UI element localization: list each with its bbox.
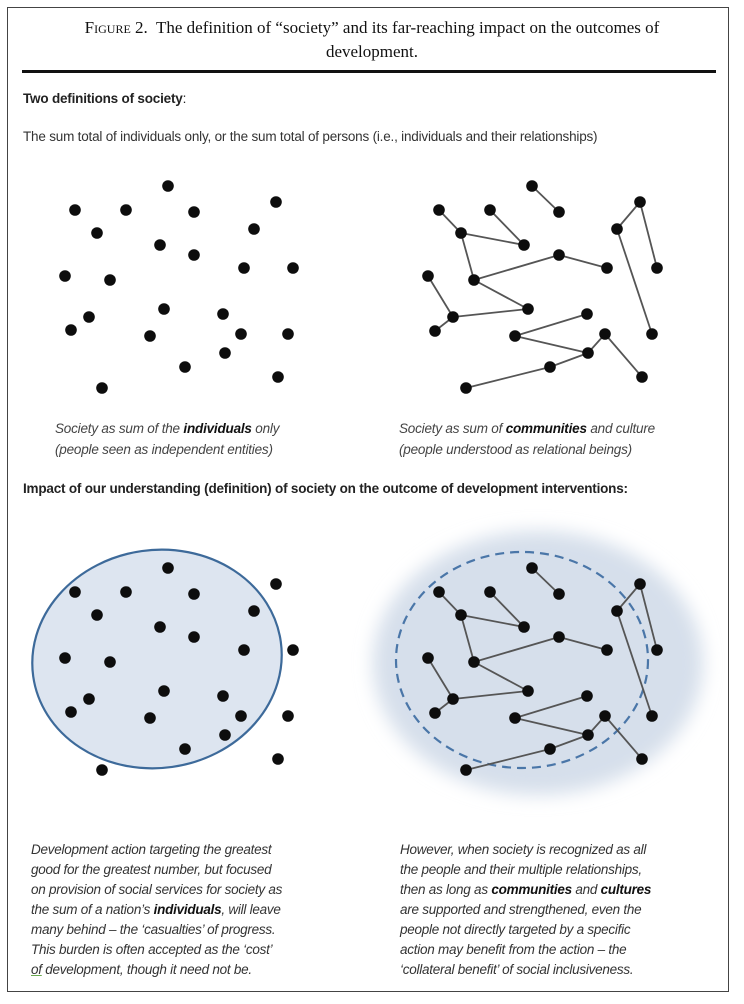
- network-node-lower: [611, 605, 623, 617]
- caption-communities-line1: [399, 418, 655, 439]
- individual-dot-lower: [272, 753, 284, 765]
- paragraph-line: are supported and strengthened, even the: [400, 902, 642, 917]
- spellcheck-underlined-word: of: [31, 962, 42, 977]
- network-node-lower: [522, 685, 534, 697]
- network-node: [433, 204, 445, 216]
- individual-dot: [144, 330, 156, 342]
- community-halo: [373, 531, 703, 795]
- network-node-lower: [455, 609, 467, 621]
- caption-text: Society as sum of: [399, 421, 506, 436]
- network-node: [468, 274, 480, 286]
- paragraph-text: and: [571, 882, 601, 897]
- paragraph-line: good for the greatest number, but focused: [31, 862, 272, 877]
- network-node: [509, 330, 521, 342]
- relationship-edge: [474, 280, 528, 309]
- individual-dot-lower: [69, 586, 81, 598]
- definitions-subtitle: The sum total of individuals only, or the sum total of persons (i.e., individuals and their relationships): [23, 129, 598, 144]
- individual-dot: [217, 308, 229, 320]
- paragraph-text: then as long as: [400, 882, 492, 897]
- network-node-lower: [468, 656, 480, 668]
- network-node: [526, 180, 538, 192]
- paragraph-emphasis: individuals: [153, 902, 222, 917]
- paragraph-emphasis: cultures: [600, 882, 652, 897]
- network-node-lower: [433, 586, 445, 598]
- network-node-lower: [460, 764, 472, 776]
- network-node-lower: [646, 710, 658, 722]
- individual-dot-lower: [83, 693, 95, 705]
- figure-title-line1: The definition of “society” and its far-reaching impact on the outcomes of: [155, 18, 660, 37]
- individual-dot-lower: [219, 729, 231, 741]
- community-halo-ellipse: [373, 531, 703, 795]
- section-heading-impact: Impact of our understanding (definition) of society on the outcome of development interventions:: [23, 481, 628, 496]
- paragraph-line: on provision of social services for society as: [31, 882, 283, 897]
- network-node-lower: [553, 631, 565, 643]
- network-node: [601, 262, 613, 274]
- caption-emphasis: communities: [505, 421, 587, 436]
- individual-dot: [179, 361, 191, 373]
- individual-dot: [65, 324, 77, 336]
- relationship-edge: [640, 202, 657, 268]
- individual-dot: [219, 347, 231, 359]
- individual-dot-lower: [158, 685, 170, 697]
- network-node: [429, 325, 441, 337]
- network-node: [581, 308, 593, 320]
- network-node: [460, 382, 472, 394]
- paragraph-line: action may benefit from the action – the: [400, 942, 627, 957]
- network-node: [522, 303, 534, 315]
- individual-dot: [154, 239, 166, 251]
- network-node: [636, 371, 648, 383]
- paragraph-community-approach: [400, 840, 651, 980]
- network-node-lower: [636, 753, 648, 765]
- individual-dot: [83, 311, 95, 323]
- paragraph-line: many behind – the ‘casualties’ of progress.: [31, 922, 276, 937]
- individual-dot: [162, 180, 174, 192]
- relationship-edge: [605, 334, 642, 377]
- network-node: [447, 311, 459, 323]
- individual-dot-lower: [270, 578, 282, 590]
- network-node: [484, 204, 496, 216]
- caption-text: only: [251, 421, 280, 436]
- network-node-lower: [651, 644, 663, 656]
- individual-dot-lower: [282, 710, 294, 722]
- network-node-lower: [429, 707, 441, 719]
- individual-dot: [238, 262, 250, 274]
- network-node-lower: [599, 710, 611, 722]
- caption-individuals: [55, 418, 279, 460]
- relationship-edge: [515, 314, 587, 336]
- paragraph-line: people not directly targeted by a specific: [400, 922, 631, 937]
- network-node: [582, 347, 594, 359]
- individual-dot: [59, 270, 71, 282]
- individual-dot-lower: [217, 690, 229, 702]
- network-node-lower: [422, 652, 434, 664]
- individual-dot: [272, 371, 284, 383]
- individual-dot: [270, 196, 282, 208]
- individual-dot: [158, 303, 170, 315]
- network-node-lower: [526, 562, 538, 574]
- individual-dot-lower: [144, 712, 156, 724]
- paragraph-line: [31, 960, 282, 980]
- paragraph-individual-approach: [31, 840, 282, 980]
- individual-dot-lower: [235, 710, 247, 722]
- caption-text: Society as sum of the: [55, 421, 184, 436]
- paragraph-line: However, when society is recognized as all: [400, 842, 647, 857]
- caption-text: and culture: [586, 421, 655, 436]
- network-node: [634, 196, 646, 208]
- network-node: [553, 206, 565, 218]
- individual-dot: [188, 249, 200, 261]
- paragraph-text: development, though it need not be.: [41, 962, 252, 977]
- figure-label: Figure: [84, 18, 131, 37]
- relationship-edge: [453, 309, 528, 317]
- figure-number: 2.: [135, 18, 148, 37]
- network-node-lower: [634, 578, 646, 590]
- relationship-edge: [617, 229, 652, 334]
- individual-dot: [69, 204, 81, 216]
- individual-dot-lower: [120, 586, 132, 598]
- network-node: [553, 249, 565, 261]
- relationship-edge: [515, 336, 588, 353]
- individual-dot: [104, 274, 116, 286]
- individual-dot: [248, 223, 260, 235]
- network-node: [455, 227, 467, 239]
- relationship-edge: [559, 255, 607, 268]
- network-node: [518, 239, 530, 251]
- individual-dot: [91, 227, 103, 239]
- network-node-lower: [544, 743, 556, 755]
- paragraph-line: ‘collateral benefit’ of social inclusiveness.: [400, 962, 634, 977]
- figure-title-line2: development.: [325, 42, 419, 61]
- individual-dot-lower: [154, 621, 166, 633]
- relationship-edge: [461, 233, 474, 280]
- paragraph-line: [400, 880, 651, 900]
- individual-dot: [120, 204, 132, 216]
- individual-dot-lower: [162, 562, 174, 574]
- network-node-lower: [509, 712, 521, 724]
- network-node-lower: [582, 729, 594, 741]
- individual-dot-lower: [104, 656, 116, 668]
- individual-dot-lower: [248, 605, 260, 617]
- paragraph-line: the people and their multiple relationships,: [400, 862, 642, 877]
- network-node-lower: [581, 690, 593, 702]
- relationship-edge: [474, 255, 559, 280]
- individual-dot-lower: [287, 644, 299, 656]
- network-node: [544, 361, 556, 373]
- individual-dot-lower: [96, 764, 108, 776]
- individual-dot-lower: [179, 743, 191, 755]
- network-node-lower: [601, 644, 613, 656]
- caption-communities-line2: (people understood as relational beings): [399, 442, 632, 457]
- network-node: [422, 270, 434, 282]
- individual-dot: [188, 206, 200, 218]
- network-node: [646, 328, 658, 340]
- individual-dot: [282, 328, 294, 340]
- individual-dot: [235, 328, 247, 340]
- individual-dot-lower: [188, 588, 200, 600]
- caption-emphasis: individuals: [183, 421, 252, 436]
- section-heading-text: Two definitions of society: [23, 91, 183, 106]
- network-node-lower: [553, 588, 565, 600]
- individual-dot: [96, 382, 108, 394]
- paragraph-emphasis: communities: [491, 882, 572, 897]
- caption-communities: [399, 418, 655, 460]
- network-node-lower: [447, 693, 459, 705]
- individual-dot: [287, 262, 299, 274]
- paragraph-line: [31, 900, 282, 920]
- section-heading-colon: :: [182, 91, 187, 106]
- relationship-edge: [550, 353, 588, 367]
- individual-dot-lower: [91, 609, 103, 621]
- paragraph-text: the sum of a nation’s: [31, 902, 154, 917]
- paragraph-text: , will leave: [221, 902, 281, 917]
- individual-dot-lower: [238, 644, 250, 656]
- network-node: [599, 328, 611, 340]
- network-node-lower: [484, 586, 496, 598]
- network-node: [611, 223, 623, 235]
- network-node: [651, 262, 663, 274]
- caption-individuals-line2: (people seen as independent entities): [55, 442, 273, 457]
- individual-dot-lower: [65, 706, 77, 718]
- network-node-lower: [518, 621, 530, 633]
- relationship-edge: [466, 367, 550, 388]
- paragraph-line: Development action targeting the greatest: [31, 842, 272, 857]
- individual-dot-lower: [59, 652, 71, 664]
- paragraph-line: This burden is often accepted as the ‘cost’: [31, 942, 273, 957]
- relationship-edge: [428, 276, 453, 317]
- caption-individuals-line1: [55, 418, 279, 439]
- individual-dot-lower: [188, 631, 200, 643]
